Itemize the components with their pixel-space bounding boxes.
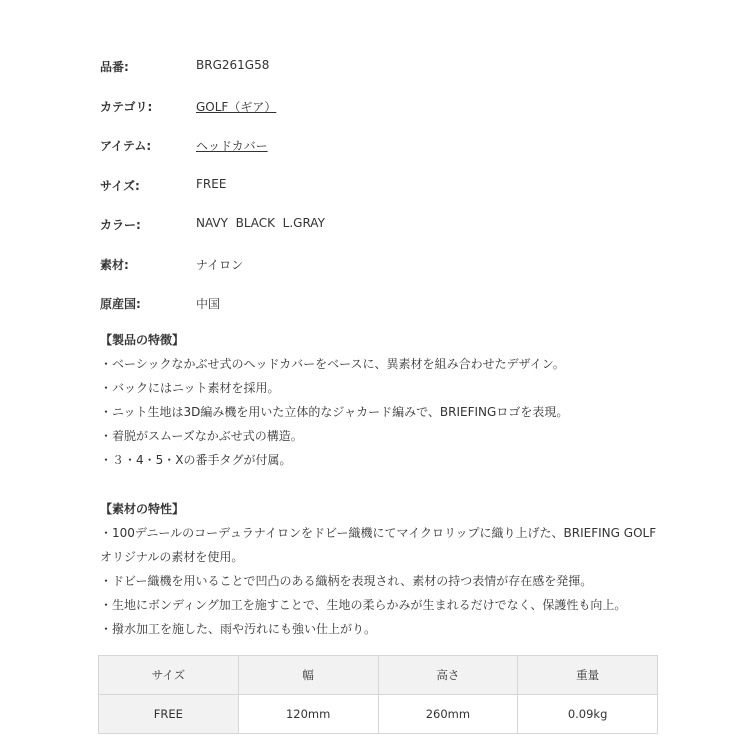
table-cell: FREE <box>99 695 239 734</box>
spec-value: ナイロン <box>196 257 244 272</box>
material-item: オリジナルの素材を使用。 <box>100 550 244 564</box>
feature-item: ・バックにはニット素材を採用。 <box>100 381 280 395</box>
table-cell: 0.09kg <box>518 695 658 734</box>
spec-row-product-number <box>100 52 660 92</box>
spec-value: NAVY BLACK L.GRAY <box>196 216 325 230</box>
table-header-cell: 高さ <box>378 656 518 695</box>
spec-label: 素材: <box>100 257 129 272</box>
table-cell: 120mm <box>238 695 378 734</box>
spec-label: 品番: <box>100 60 129 74</box>
category-link[interactable]: GOLF（ギア） <box>196 99 277 114</box>
spec-row-origin <box>100 289 660 329</box>
spec-row-item <box>100 131 660 171</box>
spec-value: FREE <box>196 176 227 191</box>
spec-list <box>100 52 660 329</box>
material-item: ・撥水加工を施した、雨や汚れにも強い仕上がり。 <box>100 622 377 636</box>
spec-value: 中国 <box>196 297 221 311</box>
feature-item: ・ベーシックなかぶせ式のヘッドカバーをベースに、異素材を組み合わせたデザイン。 <box>100 357 565 371</box>
features-title: 【製品の特徴】 <box>100 333 185 347</box>
material-item: ・100デニールのコーデュラナイロンをドビー織機にてマイクロリップに織り上げた、BRIEFING GOLF <box>100 526 657 540</box>
table-header-cell: 重量 <box>518 656 658 695</box>
spec-label: サイズ: <box>100 178 140 193</box>
size-table <box>98 655 658 734</box>
spec-label: カラー: <box>100 218 141 232</box>
material-item: ・生地にボンディング加工を施すことで、生地の柔らかみが生まれるだけでなく、保護性も向上。 <box>100 598 627 612</box>
spec-row-category <box>100 92 660 132</box>
material-item: ・ドビー織機を用いることで凹凸のある織柄を表現され、素材の持つ表情が存在感を発揮。 <box>100 574 593 588</box>
material-section <box>100 497 680 641</box>
table-header-row <box>99 656 658 695</box>
spec-label: 原産国: <box>100 297 141 311</box>
spec-row-material <box>100 250 660 290</box>
feature-item: ・着脱がスムーズなかぶせ式の構造。 <box>100 429 303 443</box>
table-cell: 260mm <box>378 695 518 734</box>
spec-label: カテゴリ: <box>100 99 153 114</box>
spec-value: BRG261G58 <box>196 58 270 72</box>
table-header-cell: 幅 <box>238 656 378 695</box>
spec-row-size <box>100 171 660 211</box>
spec-label: アイテム: <box>100 139 152 153</box>
table-header-cell: サイズ <box>99 656 239 695</box>
feature-item: ・ニット生地は3D編み機を用いた立体的なジャカード編みで、BRIEFINGロゴを表現。 <box>100 405 569 419</box>
feature-item: ・３・4・5・Xの番手タグが付属。 <box>100 453 292 467</box>
item-link[interactable]: ヘッドカバー <box>196 139 268 153</box>
features-section <box>100 328 680 472</box>
table-row <box>99 695 658 734</box>
material-title: 【素材の特性】 <box>100 502 185 516</box>
spec-row-color <box>100 210 660 250</box>
